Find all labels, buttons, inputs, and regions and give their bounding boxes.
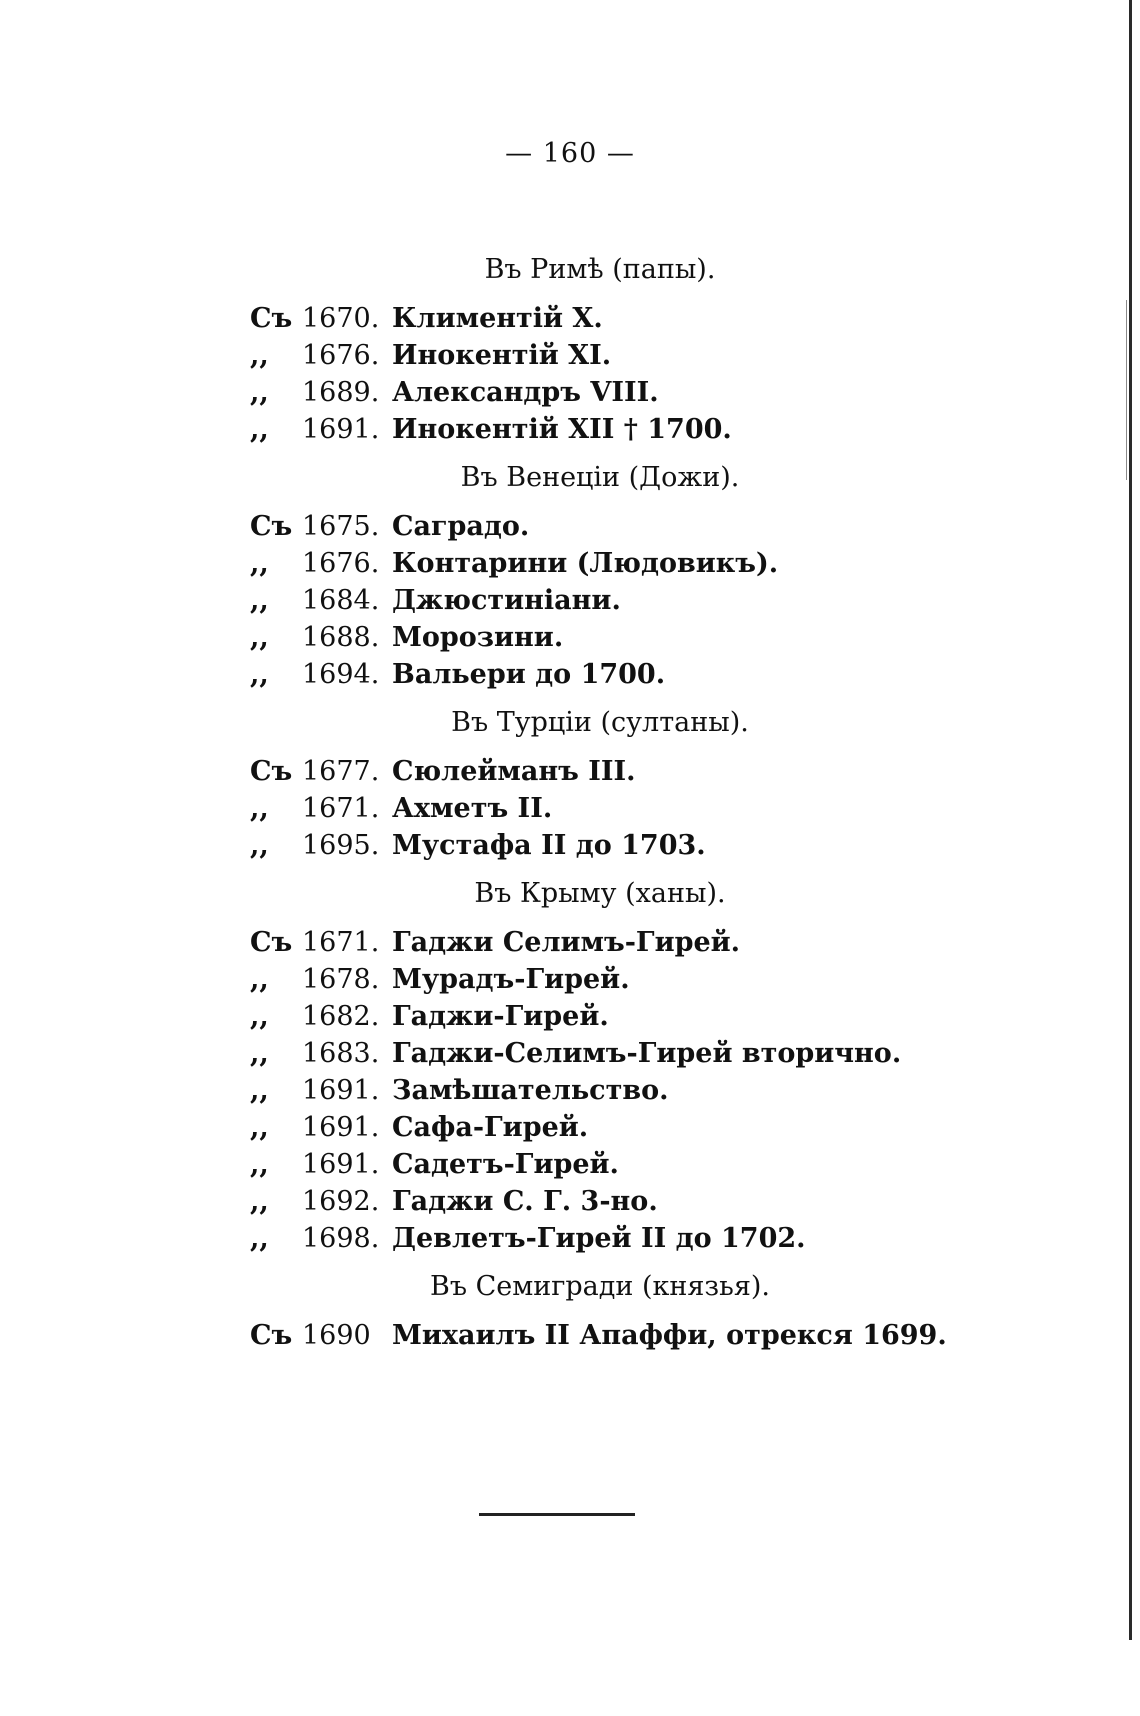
list-item: ,, 1684. Джюстиніани. (250, 585, 621, 616)
section-heading: Въ Венеціи (Дожи). (460, 462, 740, 493)
list-item: ,, 1698. Девлетъ-Гирей II до 1702. (250, 1223, 806, 1254)
section-heading: Въ Семигради (князья). (430, 1271, 770, 1302)
list-item: Съ 1671. Гаджи Селимъ-Гирей. (250, 927, 741, 958)
list-item: ,, 1691. Садетъ-Гирей. (250, 1149, 619, 1180)
list-item: ,, 1676. Инокентій XI. (250, 340, 612, 371)
list-item: ,, 1689. Александръ VIII. (250, 377, 659, 408)
section-heading: Въ Крыму (ханы). (474, 878, 726, 909)
list-item: Съ 1675. Саградо. (250, 511, 530, 542)
list-item: Съ 1677. Сюлейманъ III. (250, 756, 636, 787)
closing-rule (479, 1513, 635, 1516)
list-item: ,, 1678. Мурадъ-Гирей. (250, 964, 630, 995)
list-item: ,, 1671. Ахметъ II. (250, 793, 553, 824)
section-turkey (0, 693, 1140, 864)
list-item: ,, 1688. Морозини. (250, 622, 564, 653)
section-heading: Въ Римѣ (папы). (484, 254, 716, 285)
list-item: ,, 1692. Гаджи С. Г. 3-но. (250, 1186, 658, 1217)
list-item: Съ 1670. Климентій X. (250, 303, 603, 334)
list-item: ,, 1682. Гаджи-Гирей. (250, 1001, 609, 1032)
page-number: — 160 — (505, 138, 635, 169)
section-transylvania (0, 1257, 1140, 1354)
page-content (0, 240, 1140, 1354)
list-item: ,, 1691. Сафа-Гирей. (250, 1112, 589, 1143)
list-item: ,, 1691. Инокентій XII † 1700. (250, 414, 732, 445)
list-item: ,, 1691. Замѣшательство. (250, 1075, 669, 1106)
section-heading: Въ Турціи (султаны). (451, 707, 749, 738)
list-item: ,, 1694. Вальери до 1700. (250, 659, 666, 690)
list-item: ,, 1676. Контарини (Людовикъ). (250, 548, 779, 579)
list-item: ,, 1683. Гаджи-Селимъ-Гирей вторично. (250, 1038, 902, 1069)
list-item: Съ 1690 Михаилъ II Апаффи, отрекся 1699. (250, 1320, 947, 1351)
section-venice (0, 448, 1140, 693)
list-item: ,, 1695. Мустафа II до 1703. (250, 830, 706, 861)
section-rome (0, 240, 1140, 448)
section-crimea (0, 864, 1140, 1257)
